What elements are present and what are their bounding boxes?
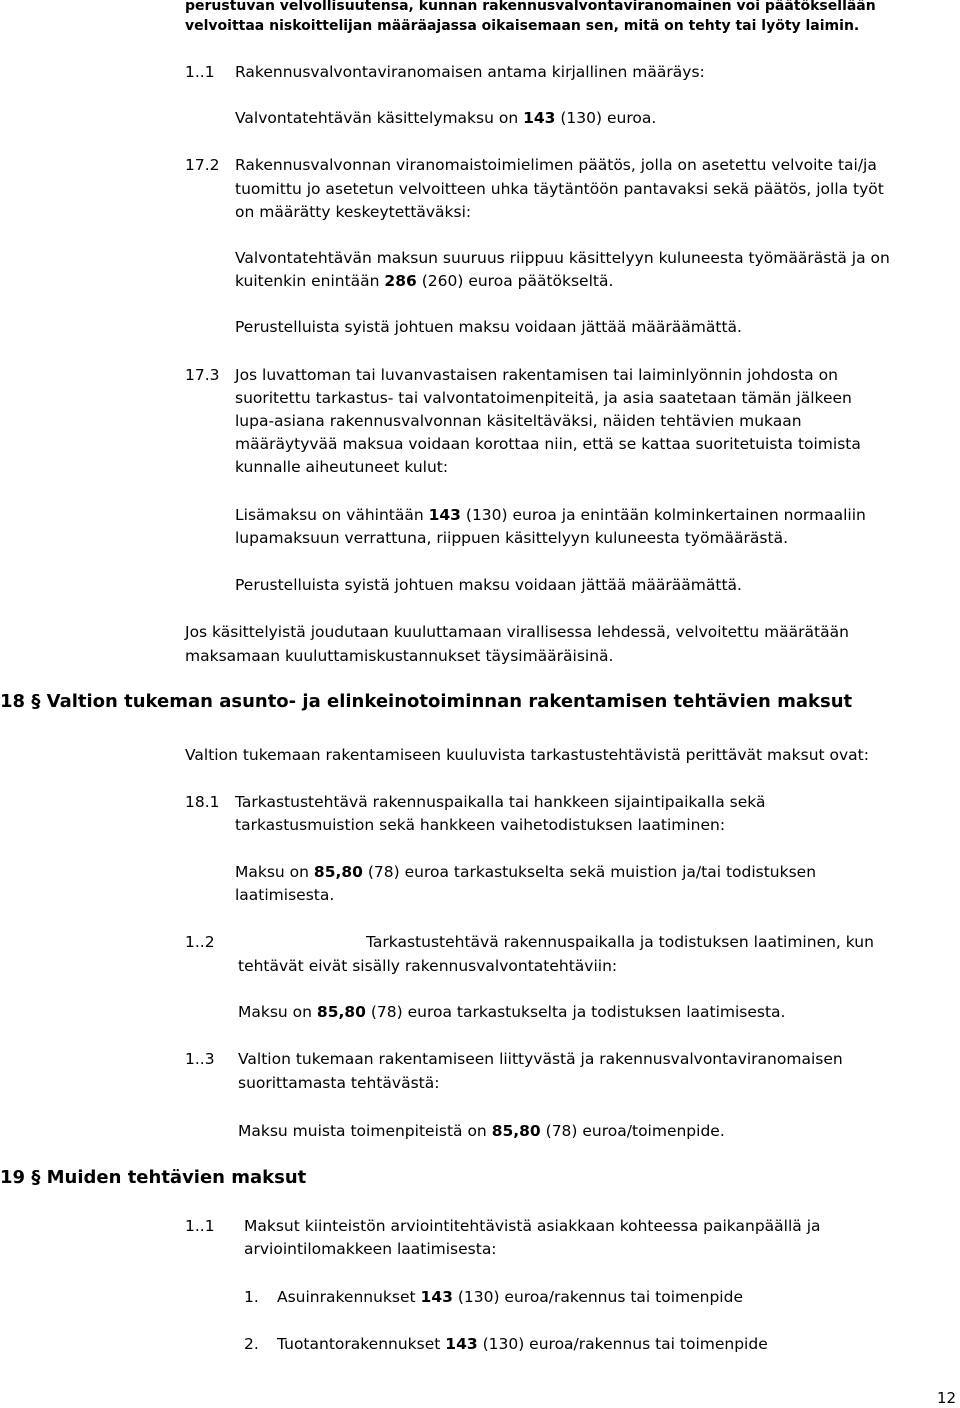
intro-line-2: velvoittaa niskoittelijan määräajassa oikaisemaan sen, mitä on tehty tai lyöty laimin.: [185, 18, 860, 34]
section-17-2-note: Perustelluista syistä johtuen maksu voidaan jättää määräämättä.: [235, 318, 742, 336]
section-18-1-fee-line-2: laatimisesta.: [235, 886, 335, 904]
section-19-heading: 19 § Muiden tehtävien maksut: [0, 1167, 307, 1188]
section-18-2-line-2: tehtävät eivät sisälly rakennusvalvontatehtäviin:: [238, 957, 618, 975]
list-item-number: 1.: [244, 1288, 259, 1306]
section-18-2-number: 1..2: [185, 933, 215, 951]
section-18-2-line-1: Tarkastustehtävä rakennuspaikalla ja todistuksen laatiminen, kun: [366, 933, 874, 951]
list-item: Tuotantorakennukset 143 (130) euroa/rakennus tai toimenpide: [277, 1335, 768, 1353]
section-17-3-fee-line-1: Lisämaksu on vähintään 143 (130) euroa ja enintään kolminkertainen normaaliin: [235, 506, 866, 524]
section-18-heading: 18 § Valtion tukeman asunto- ja elinkeinotoiminnan rakentamisen tehtävien maksut: [0, 691, 853, 712]
section-18-2-fee: Maksu on 85,80 (78) euroa tarkastukselta ja todistuksen laatimisesta.: [238, 1003, 786, 1021]
section-18-1-line-2: tarkastusmuistion sekä hankkeen vaihetodistuksen laatiminen:: [235, 816, 726, 834]
section-18-3-number: 1..3: [185, 1050, 215, 1068]
section-18-intro: Valtion tukemaan rakentamiseen kuuluvista tarkastustehtävistä perittävät maksut ovat:: [185, 746, 869, 764]
section-17-3-line-2: suoritettu tarkastus- tai valvontatoimenpiteitä, ja asia saatetaan tämän jälkeen: [235, 389, 852, 407]
section-18-1-line-1: Tarkastustehtävä rakennuspaikalla tai hankkeen sijaintipaikalla sekä: [235, 793, 766, 811]
section-17-2-line-2: tuomittu jo asetetun velvoitteen uhka täytäntöön pantavaksi sekä päätös, jolla työt: [235, 180, 884, 198]
section-17-2-line-1: Rakennusvalvonnan viranomaistoimielimen päätös, jolla on asetettu velvoite tai/ja: [235, 156, 877, 174]
section-17-3-fee-line-2: lupamaksuun verrattuna, riippuen käsittelyyn kuluneesta työmäärästä.: [235, 529, 789, 547]
section-symbol-icon: §: [31, 691, 41, 712]
section-17-3-line-5: kunnalle aiheutuneet kulut:: [235, 458, 449, 476]
section-17-1-text: Rakennusvalvontaviranomaisen antama kirjallinen määräys:: [235, 63, 705, 81]
section-17-3-number: 17.3: [185, 366, 220, 384]
section-17-2-fee-line-2: kuitenkin enintään 286 (260) euroa päätökseltä.: [235, 272, 614, 290]
section-17-3-note: Perustelluista syistä johtuen maksu voidaan jättää määräämättä.: [235, 576, 742, 594]
section-18-3-line-1: Valtion tukemaan rakentamiseen liittyvästä ja rakennusvalvontaviranomaisen: [238, 1050, 843, 1068]
section-17-2-fee-line-1: Valvontatehtävän maksun suuruus riippuu käsittelyyn kuluneesta työmäärästä ja on: [235, 249, 890, 267]
publication-line-1: Jos käsittelyistä joudutaan kuuluttamaan virallisessa lehdessä, velvoitettu määrätään: [185, 623, 849, 641]
page-number: 12: [937, 1389, 957, 1407]
publication-line-2: maksamaan kuuluttamiskustannukset täysimääräisinä.: [185, 647, 614, 665]
section-19-1-line-2: arviointilomakkeen laatimisesta:: [244, 1240, 497, 1258]
intro-line-1: perustuvan velvollisuutensa, kunnan rakennusvalvontaviranomainen voi päätöksellään: [185, 0, 876, 14]
section-17-3-line-3: lupa-asiana rakennusvalvonnan käsiteltäväksi, näiden tehtävien mukaan: [235, 412, 802, 430]
section-18-1-number: 18.1: [185, 793, 220, 811]
section-17-3-line-4: määräytyvää maksua voidaan korottaa niin, että se kattaa suoritetuista toimista: [235, 435, 861, 453]
section-18-3-line-2: suorittamasta tehtävästä:: [238, 1074, 440, 1092]
section-17-1-fee: Valvontatehtävän käsittelymaksu on 143 (130) euroa.: [235, 109, 657, 127]
section-17-1-number: 1..1: [185, 63, 215, 81]
section-17-2-line-3: on määrätty keskeytettäväksi:: [235, 203, 472, 221]
section-17-2-number: 17.2: [185, 156, 220, 174]
section-18-3-fee: Maksu muista toimenpiteistä on 85,80 (78) euroa/toimenpide.: [238, 1122, 725, 1140]
section-19-1-line-1: Maksut kiinteistön arviointitehtävistä asiakkaan kohteessa paikanpäällä ja: [244, 1217, 821, 1235]
section-18-1-fee-line-1: Maksu on 85,80 (78) euroa tarkastukselta sekä muistion ja/tai todistuksen: [235, 863, 817, 881]
list-item: Asuinrakennukset 143 (130) euroa/rakennus tai toimenpide: [277, 1288, 743, 1306]
section-17-3-line-1: Jos luvattoman tai luvanvastaisen rakentamisen tai laiminlyönnin johdosta on: [235, 366, 838, 384]
section-19-1-number: 1..1: [185, 1217, 215, 1235]
list-item-number: 2.: [244, 1335, 259, 1353]
section-symbol-icon: §: [31, 1167, 41, 1188]
